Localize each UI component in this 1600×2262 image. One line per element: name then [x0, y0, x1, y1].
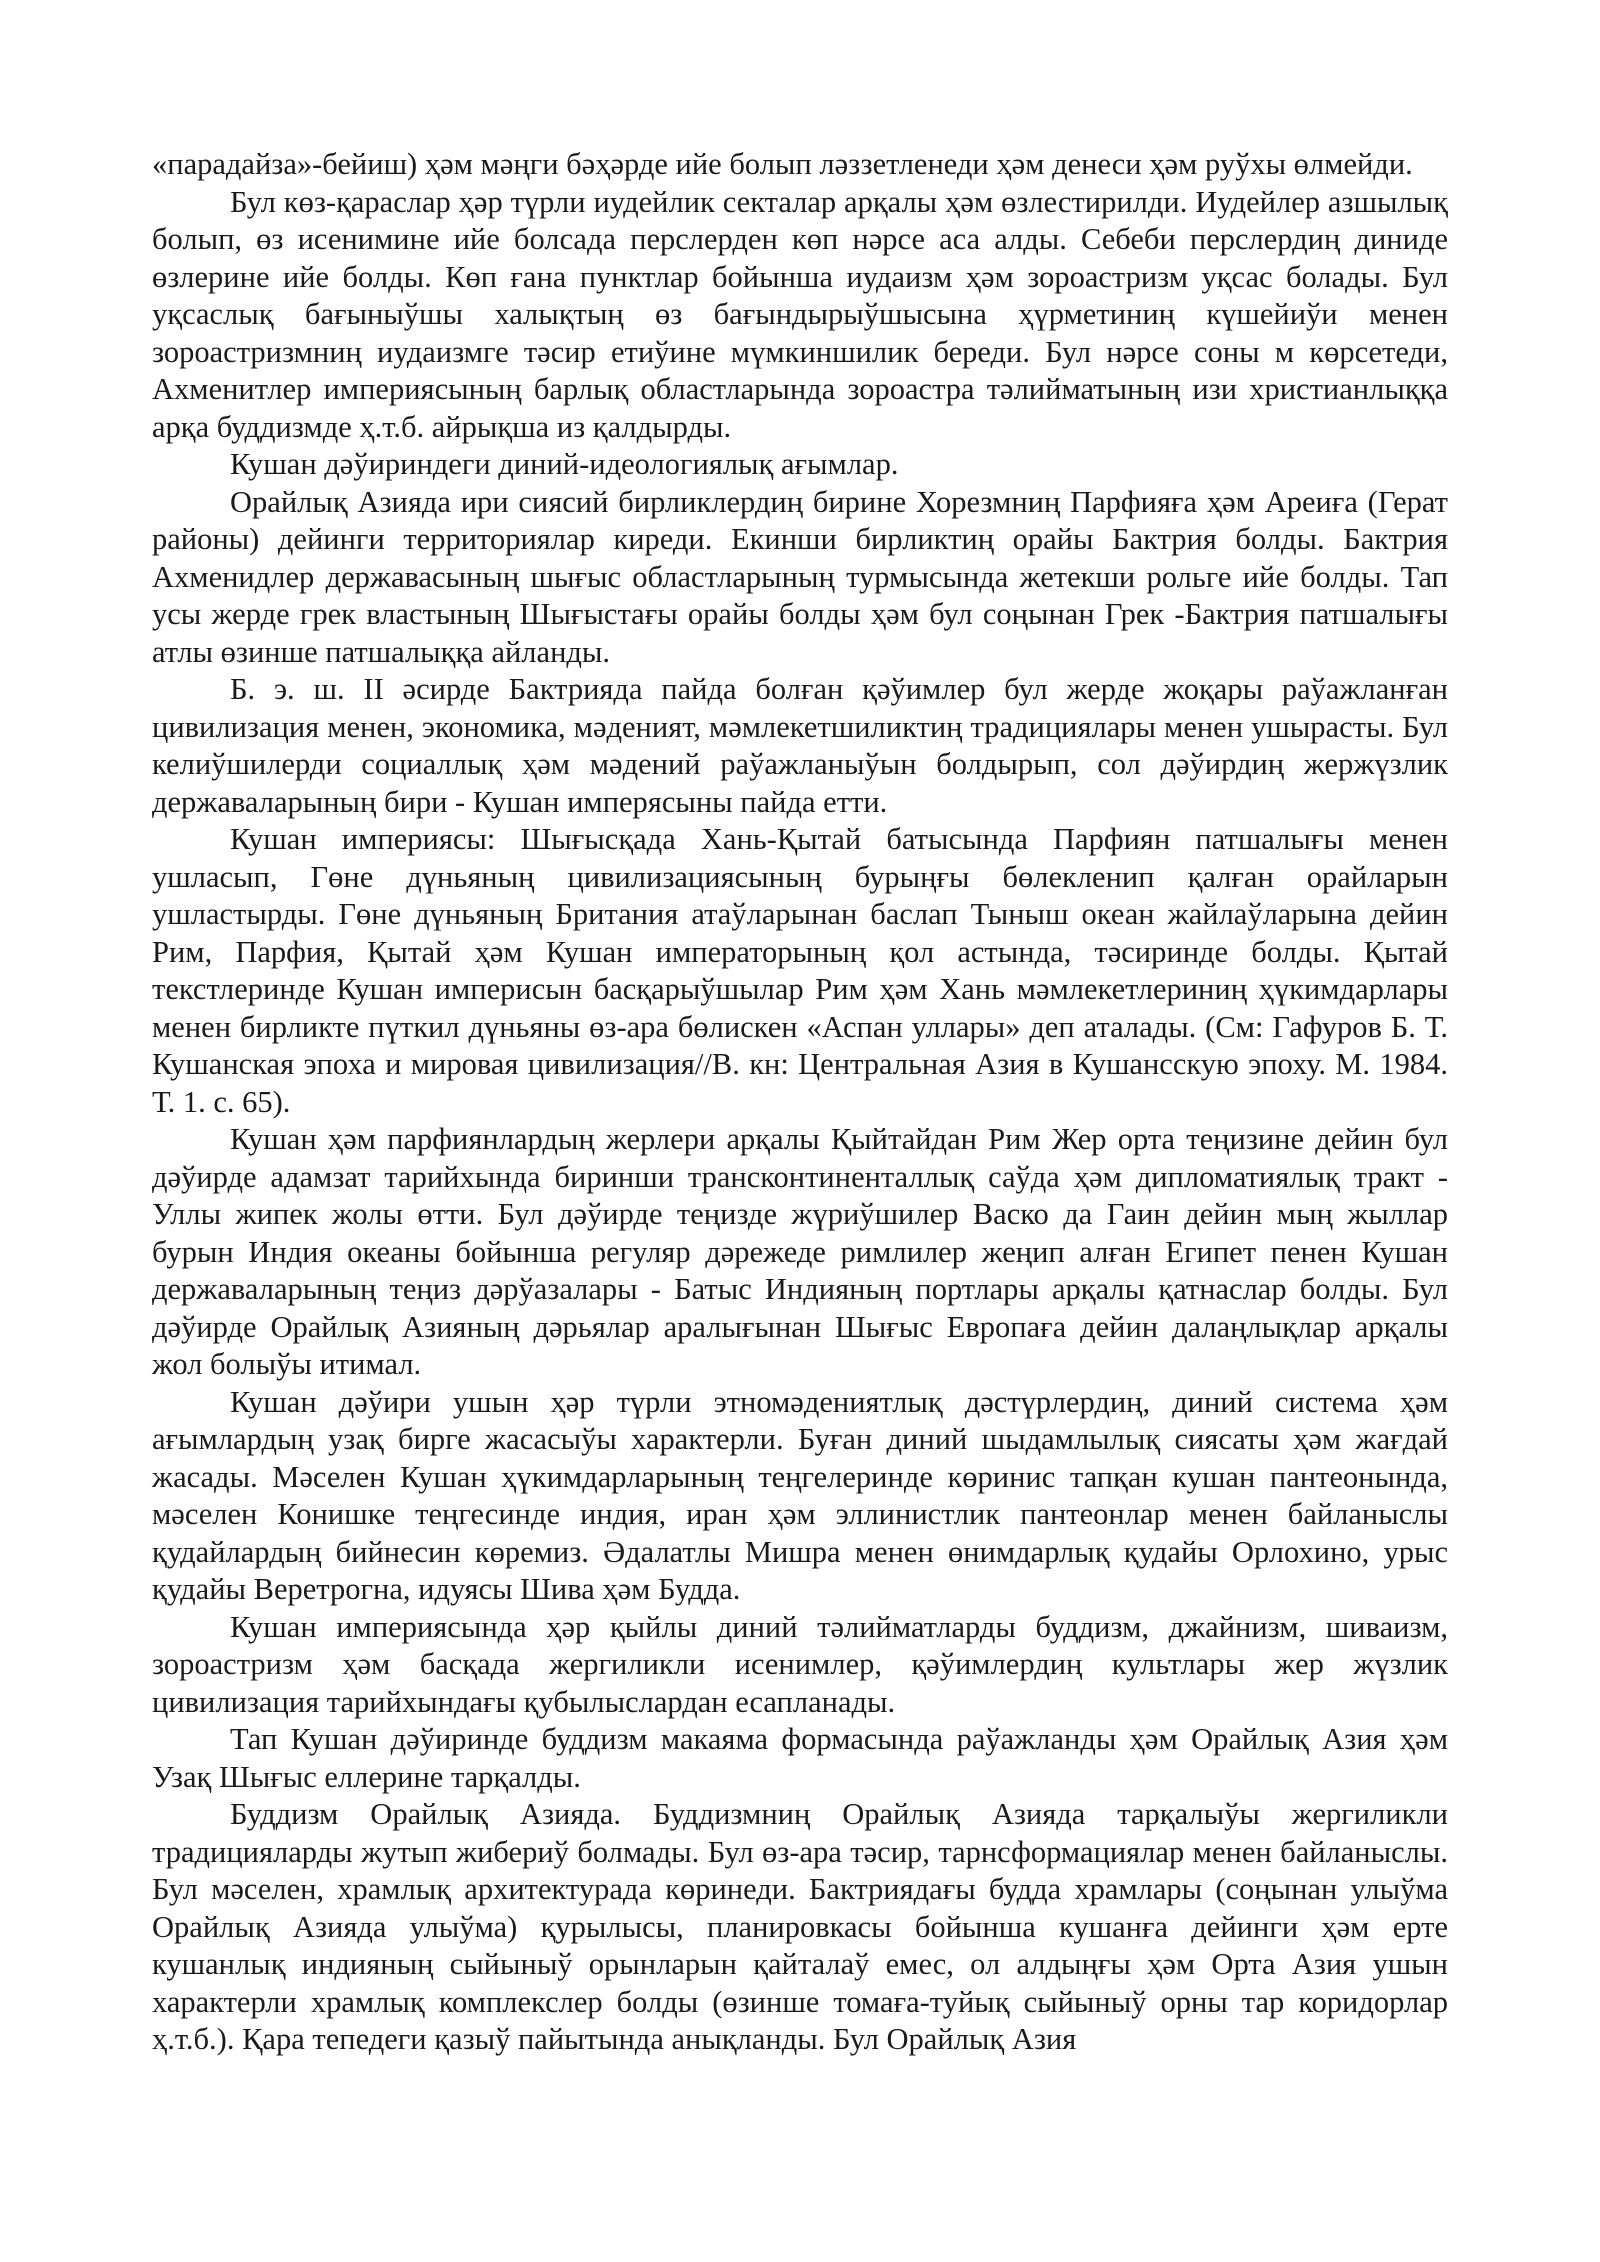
paragraph-8: Кушан дәўири ушын ҳәр түрли этномәдениятлық дәстүрлердиң, диний система ҳәм ағымлардың узақ бирге жасасыўы характерли. Буған диний шыдамлылық сиясаты ҳәм жағдай жасады. Мәселен Кушан ҳүкимдарларының теңгелеринде көринис тапқан кушан пантеонында, мәселен Конишке теңгесинде индия, иран ҳәм эллинистлик пантеонлар менен байланыслы қудайлардың бийнесин көремиз. Әдалатлы Мишра менен өнимдарлық қудайы Орлохино, урыс қудайы Веретрогна, идуясы Шива ҳәм Будда.: [152, 1384, 1448, 1606]
paragraph-4: Орайлық Азияда ири сиясий бирликлердиң бирине Хорезмниң Парфияға ҳәм Ареиға (Герат районы) дейинги территориялар киреди. Екинши бирликтиң орайы Бактрия болды. Бактрия Ахменидлер державасының шығыс областларының турмысында жетекши рольге ийе болды. Тап усы жерде грек властының Шығыстағы орайы болды ҳәм бул соңынан Грек -Бактрия патшалығы атлы өзинше патшалыққа айланды.: [152, 484, 1448, 669]
paragraph-10: Тап Кушан дәўиринде буддизм макаяма формасында раўажланды ҳәм Орайлық Азия ҳәм Узақ Шығыс еллерине тарқалды.: [152, 1722, 1448, 1794]
paragraph-heading: Кушан дәўириндеги диний-идеологиялық ағымлар.: [230, 447, 899, 481]
paragraph-11: Буддизм Орайлық Азияда. Буддизмниң Орайлық Азияда тарқалыўы жергиликли традицияларды жутып жибериў болмады. Бул өз-ара тәсир, тарнсформациялар менен байланыслы. Бул мәселен, храмлық архитектурада көринеди. Бактриядағы будда храмлары (соңынан улыўма Орайлық Азияда улыўма) қурылысы, планировкасы бойынша кушанға дейинги ҳәм ерте кушанлық индияның сыйыныў орынларын қайталаў емес, ол алдыңғы ҳәм Орта Азия ушын характерли храмлық комплекслер болды (өзинше томаға-туйық сыйыныў орны тар коридорлар ҳ.т.б.). Қара тепедеги қазыў пайытында анықланды. Бул Орайлық Азия: [152, 1797, 1448, 2056]
paragraph-5: Б. э. ш. II әсирде Бактрияда пайда болған қәўимлер бул жерде жоқары раўажланған цивилизация менен, экономика, мәдeният, мәмлекетшиликтиң традициялары менен ушырасты. Бул келиўшилерди социаллық ҳәм мәдений раўажланыўын болдырып, сол дәўирдиң жержүзлик державаларының бири - Кушан имперясыны пайда етти.: [152, 672, 1448, 819]
paragraph-7: Кушан ҳәм парфиянлардың жерлери арқалы Қыйтайдан Рим Жер орта теңизине дейин бул дәўирде адамзат тарийхында биринши трансконтиненталлық саўда ҳәм дипломатиялық тракт - Уллы жипек жолы өтти. Бул дәўирде теңизде жүриўшилер Васко да Гаин дейин мың жыллар бурын Индия океаны бойынша регуляр дәрежеде римлилер жеңип алған Египет пенен Кушан державаларының теңиз дәрўазалары - Батыс Индияның портлары арқалы қатнаслар болды. Бул дәўирде Орайлық Азияның дәрьялар аралығынан Шығыс Европаға дейин далаңлықлар арқалы жол болыўы итимал.: [152, 1122, 1448, 1381]
paragraph-2: Бул көз-қараслар ҳәр түрли иудейлик секталар арқалы ҳәм өзлестирилди. Иудейлер азшылық болып, өз исенимине ийе болсада перслерден көп нәрсе аса алды. Себеби перслердиң диниде өзлерине ийе болды. Көп ғана пунктлар бойынша иудаизм ҳәм зороастризм уқсас болады. Бул уқсаслық бағыныўшы халықтың өз бағындырыўшысына ҳүрметиниң күшейиўи менен зороастризмниң иудаизмге тәсир етиўине мүмкиншилик береди. Бул нәрсе соны м көрсетеди, Ахменитлер империясының барлық областларында зороастра тәлийматының изи христианлыққа арқа буддизмде ҳ.т.б. айрықша из қалдырды.: [152, 184, 1448, 444]
document-page: [152, 146, 1448, 2059]
paragraph-1: «парадайза»-бейиш) ҳәм мәңги бәҳәрде ийе болып ләззетленеди ҳәм денеси ҳәм руўхы өлмейди.: [152, 147, 1413, 181]
paragraph-6: Кушан империясы: Шығысқада Хань-Қытай батысында Парфиян патшалығы менен ушласып, Гөне дүньяның цивилизациясының бурыңғы бөлекленип қалған орайларын ушластырды. Гөне дүньяның Британия атаўларынан баслап Тыныш океан жайлаўларына дейин Рим, Парфия, Қытай ҳәм Кушан императорының қол астында, тәсиринде болды. Қытай текстлеринде Кушан империсын басқарыўшылар Рим ҳәм Хань мәмлекетлериниң ҳүкимдарлары менен бирликте пүткил дүньяны өз-ара бөлискен «Аспан уллары» деп аталады. (См: Гафуров Б. Т. Кушанская эпоха и мировая цивилизация//В. кн: Центральная Азия в Кушансскую эпоху. М. 1984. Т. 1. с. 65).: [152, 822, 1448, 1119]
paragraph-9: Кушан империясында ҳәр қыйлы диний тәлийматларды буддизм, джайнизм, шиваизм, зороастризм ҳәм басқада жергиликли исенимлер, қәўимлердиң культлары жер жүзлик цивилизация тарийхындағы қубылыслардан есапланады.: [152, 1609, 1448, 1719]
